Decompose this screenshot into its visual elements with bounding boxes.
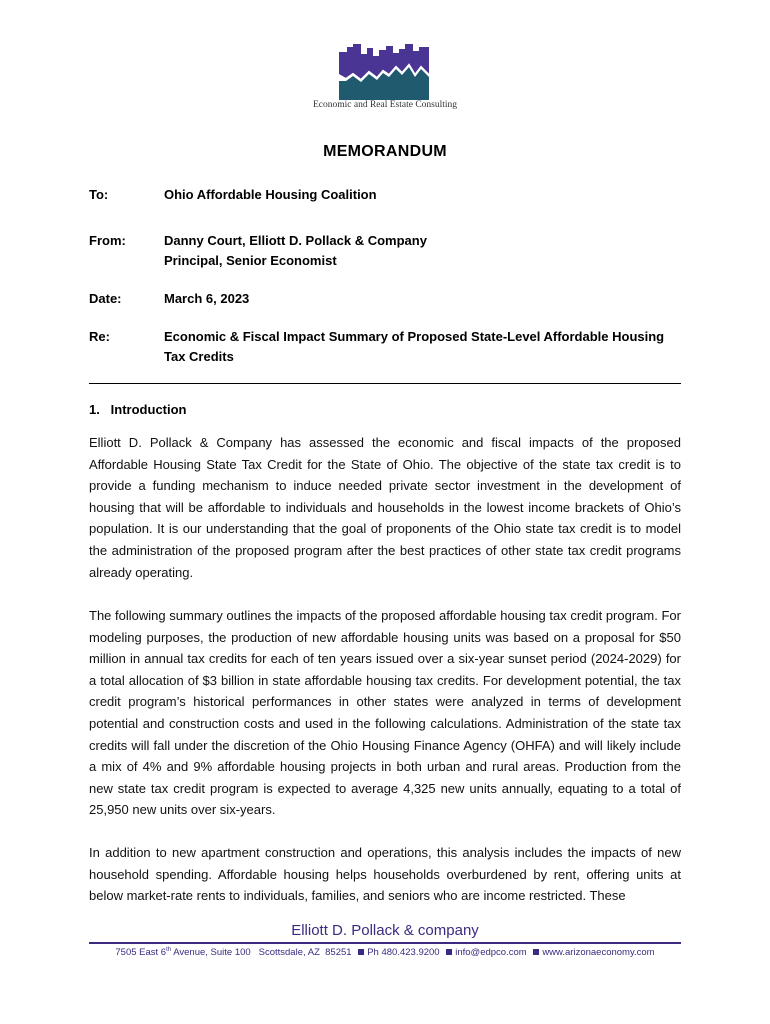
logo-caption: Economic and Real Estate Consulting [312, 100, 458, 110]
footer-divider [89, 942, 681, 944]
section-heading: 1. Introduction [89, 402, 187, 417]
footer-address-pre: 7505 East 6 [115, 947, 167, 959]
date-label: Date: [89, 291, 122, 306]
footer-address-post: Avenue, Suite 100 Scottsdale, AZ 85251 [171, 947, 352, 959]
to-value: Ohio Affordable Housing Coalition [164, 187, 377, 202]
footer-brand-name: Elliott D. Pollack [291, 922, 400, 939]
to-label: To: [89, 187, 109, 202]
bullet-square-icon [533, 949, 539, 955]
from-name: Danny Court, Elliott D. Pollack & Company [164, 233, 427, 248]
from-title: Principal, Senior Economist [164, 252, 337, 268]
bullet-square-icon [446, 949, 452, 955]
memo-title: MEMORANDUM [323, 143, 447, 160]
date-value: March 6, 2023 [164, 291, 250, 306]
paragraph-2: The following summary outlines the impacts of the proposed affordable housing tax credit program. For modeling purposes, the production of new affordable housing units was based on a proposal for $50 million in annual tax credits for each of ten years issued over a six-year sunset period (2024-2029) for a total allocation of $3 billion in state affordable housing tax credits. For development potential, the tax credit program’s historical performances in other states were analyzed in terms of development potential and construction costs and used in the following calculations. Administration of the state tax credits will fall under the discretion of the Ohio Housing Finance Agency (OHFA) and will likely include a mix of 4% and 9% affordable housing projects in both urban and rural areas. Production from the new state tax credit program is expected to average 4,325 new units annually, equating to a total of 25,950 new units over six-years. [89, 608, 681, 818]
from-label: From: [89, 233, 126, 248]
footer-address-line [0, 947, 770, 958]
bullet-square-icon [358, 949, 364, 955]
paragraph-3: In addition to new apartment construction and operations, this analysis includes the impacts of new household spending. Affordable housing helps households overburdened by rent, offering units at below market-rate rents to individuals, families, and seniors who are income restricted. These [89, 845, 681, 904]
footer-email[interactable]: info@edpco.com [455, 947, 527, 959]
footer-brand-suffix: & company [399, 922, 479, 939]
re-value: Economic & Fiscal Impact Summary of Proposed State-Level Affordable Housing Tax Credits [164, 329, 665, 364]
paragraph-1: Elliott D. Pollack & Company has assessed the economic and fiscal impacts of the proposed Affordable Housing State Tax Credit for the State of Ohio. The objective of the state tax credit is to provide a funding mechanism to induce needed private sector investment in the development of housing that will be affordable to individuals and households in the lowest income brackets of Ohio’s population. It is our understanding that the goal of proponents of the Ohio state tax credit is to model the administration of the proposed program after the best practices of other state tax credit programs already operating. [89, 435, 681, 580]
from-value [164, 231, 684, 270]
footer-address-sup: th [166, 947, 172, 953]
city-skyline-chart-icon [339, 44, 429, 100]
header-divider [89, 383, 681, 384]
footer-website[interactable]: www.arizonaeconomy.com [542, 947, 655, 959]
footer-phone: Ph 480.423.9200 [367, 947, 440, 959]
footer-brand [0, 922, 770, 939]
re-label: Re: [89, 329, 110, 344]
